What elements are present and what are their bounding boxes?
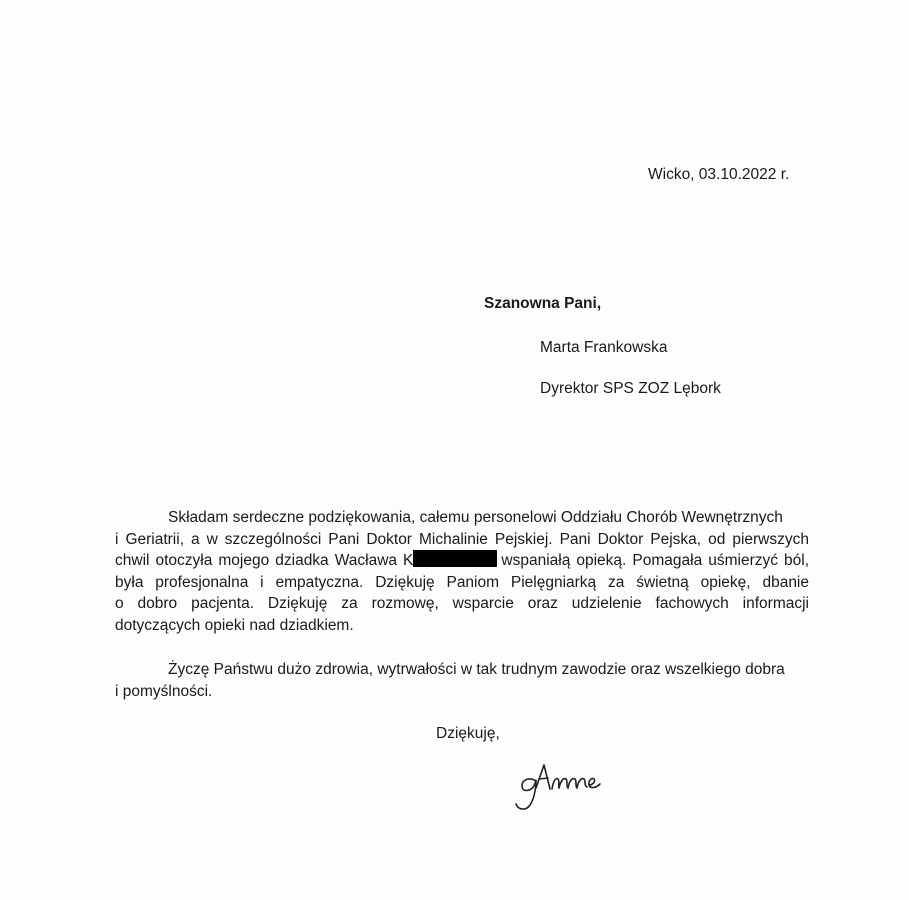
recipient-name: Marta Frankowska <box>540 339 668 356</box>
paragraph-line: i Geriatrii, a w szczególności Pani Doktor Michalinie Pejskiej. Pani Doktor Pejska, od pierwszych <box>115 530 809 548</box>
salutation: Szanowna Pani, <box>484 295 602 312</box>
handwritten-signature <box>506 755 636 815</box>
paragraph-line: o dobro pacjenta. Dziękuję za rozmowę, wsparcie oraz udzielenie fachowych informacji <box>115 595 809 613</box>
closing: Dziękuję, <box>436 725 500 742</box>
date-line: Wicko, 03.10.2022 r. <box>648 166 790 183</box>
paragraph-line: Życzę Państwu dużo zdrowia, wytrwałości w tak trudnym zawodzie oraz wszelkiego dobra <box>168 661 785 678</box>
paragraph-line: i pomyślności. <box>115 682 213 700</box>
paragraph-line: Składam serdeczne podziękowania, całemu personelowi Oddziału Chorób Wewnętrznych <box>168 509 783 526</box>
paragraph-line: była profesjonalna i empatyczna. Dziękuję Paniom Pielęgniarką za świetną opiekę, dbanie <box>115 573 809 591</box>
recipient-title: Dyrektor SPS ZOZ Lębork <box>540 380 721 397</box>
paragraph-thanks <box>115 507 809 637</box>
paragraph-line: chwil otoczyła mojego dziadka Wacława K wspaniałą opieką. Pomagała uśmierzyć ból, <box>115 552 810 570</box>
redaction-bar <box>413 550 497 567</box>
paragraph-wishes <box>115 659 809 702</box>
paragraph-line: dotyczących opieki nad dziadkiem. <box>115 616 354 634</box>
